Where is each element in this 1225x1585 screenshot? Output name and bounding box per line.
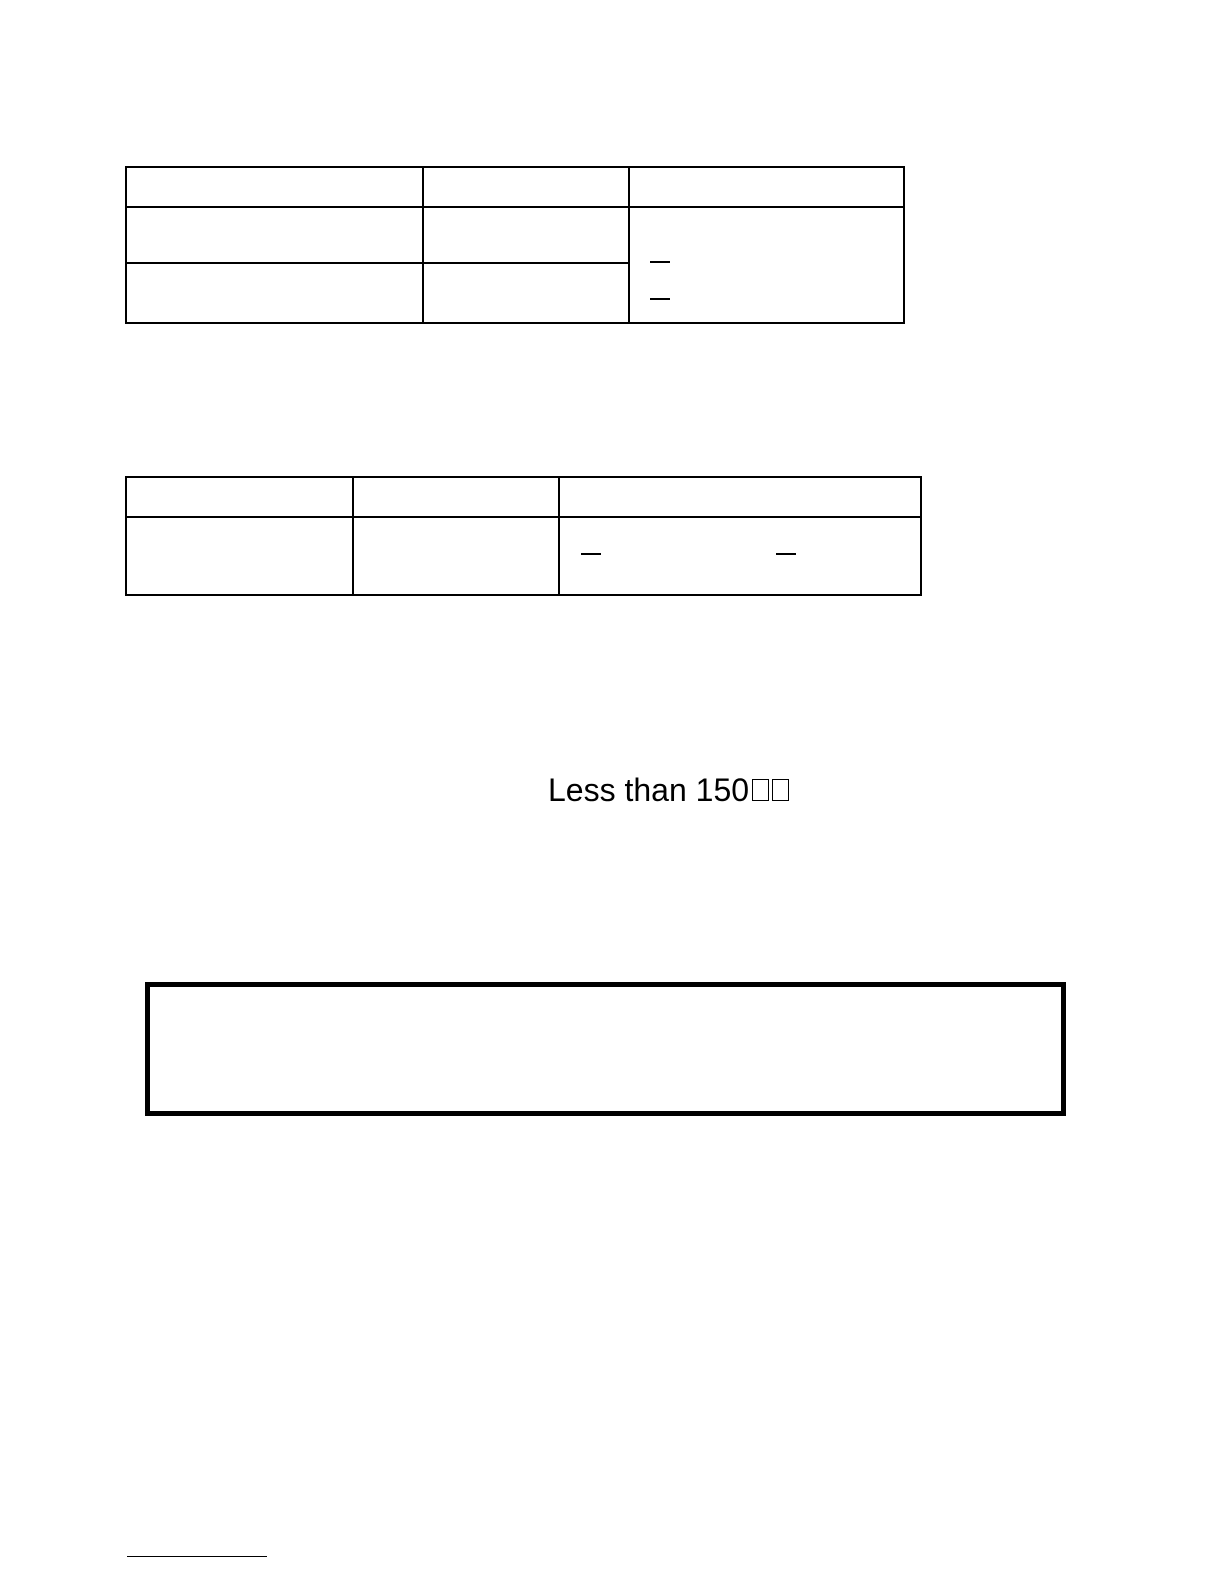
table-2-cell [353, 517, 559, 595]
table-2-cell [126, 517, 353, 595]
table-2-header-cell [353, 477, 559, 517]
table-1-cell [423, 263, 629, 323]
threshold-text [548, 772, 789, 808]
dash-mark [776, 553, 796, 555]
footnote-rule [127, 1556, 267, 1557]
table-1-header-row [126, 167, 904, 207]
table-2-header-cell [126, 477, 353, 517]
table-2-header-cell [559, 477, 921, 517]
table-1-header-cell [126, 167, 423, 207]
missing-glyph-box [772, 779, 789, 801]
table-1-merged-cell [629, 207, 904, 323]
dash-mark [650, 261, 670, 263]
table-2-cell [559, 517, 921, 595]
table-1-cell [423, 207, 629, 263]
boxed-panel [145, 982, 1066, 1116]
missing-glyph-box [752, 779, 769, 801]
table-2-header-row [126, 477, 921, 517]
table-2-row [126, 517, 921, 595]
dash-mark [581, 553, 601, 555]
threshold-label: Less than 150 [548, 772, 750, 808]
table-1-cell [126, 263, 423, 323]
table-1-cell [126, 207, 423, 263]
table-1-header-cell [423, 167, 629, 207]
table-2 [125, 476, 922, 596]
table-1-row [126, 207, 904, 263]
table-1 [125, 166, 905, 324]
table-1-header-cell [629, 167, 904, 207]
dash-mark [650, 298, 670, 300]
